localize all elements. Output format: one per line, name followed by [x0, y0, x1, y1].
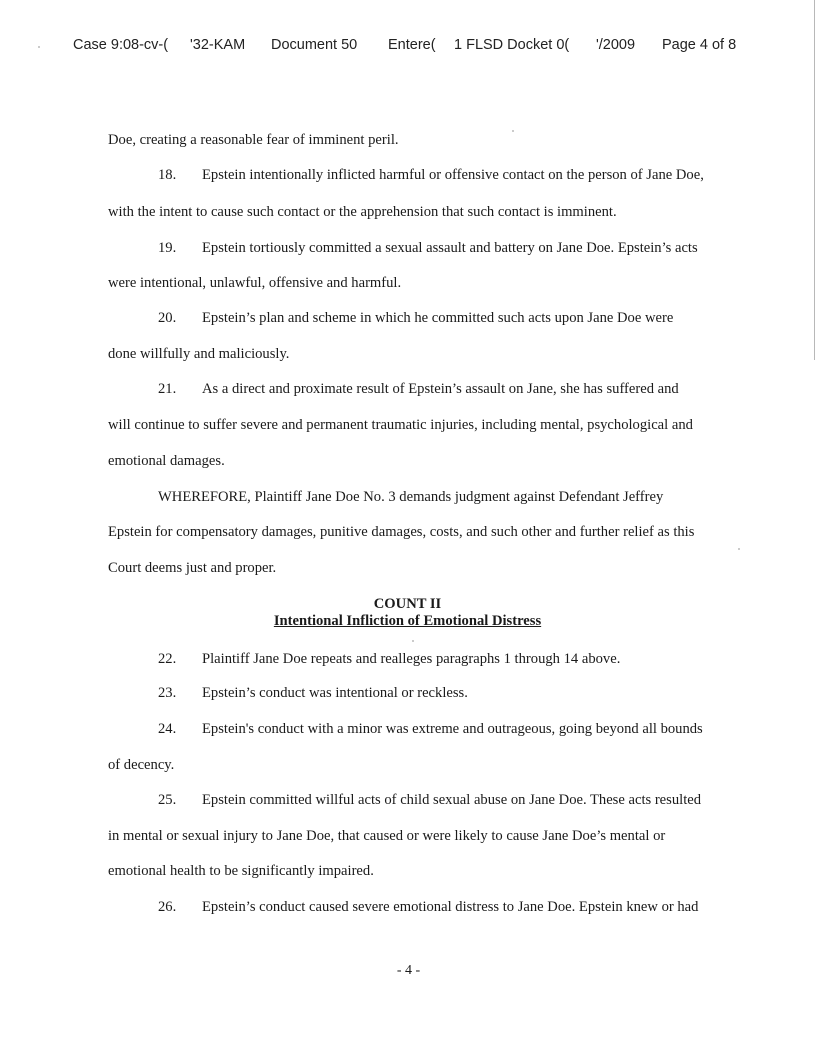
- paragraph-number: 25.: [158, 792, 177, 808]
- paragraph-number: 21.: [158, 381, 177, 397]
- header-document: Document 50: [271, 37, 358, 53]
- text-line: will continue to suffer severe and permanent traumatic injuries, including mental, psychological and: [108, 417, 693, 433]
- paragraph-number: 26.: [158, 899, 177, 915]
- paragraph-number: 20.: [158, 310, 177, 326]
- text-line: Epstein’s conduct was intentional or reckless.: [202, 685, 468, 701]
- page-number: - 4 -: [396, 963, 421, 978]
- count-title: COUNT II: [373, 596, 442, 612]
- paragraph-number: 18.: [158, 167, 177, 183]
- text-line: were intentional, unlawful, offensive and harmful.: [108, 275, 402, 291]
- paragraph-26: [158, 898, 698, 916]
- wherefore-clause: WHEREFORE, Plaintiff Jane Doe No. 3 demands judgment against Defendant Jeffrey: [158, 489, 664, 505]
- header-docket: 1 FLSD Docket 0(: [454, 37, 570, 53]
- paragraph-21: [158, 380, 679, 398]
- text-line: done willfully and maliciously.: [108, 346, 290, 362]
- paragraph-number: 22.: [158, 651, 177, 667]
- text-line: Epstein's conduct with a minor was extreme and outrageous, going beyond all bounds: [202, 721, 703, 737]
- text-line: Epstein for compensatory damages, punitive damages, costs, and such other and further relief as this: [108, 524, 695, 540]
- header-entered: Entere(: [388, 37, 436, 53]
- count-subtitle: [108, 612, 707, 630]
- paragraph-19: [158, 239, 698, 257]
- court-filing-header: [0, 37, 817, 57]
- paragraph-25: [158, 791, 701, 809]
- text-line: Epstein committed willful acts of child sexual abuse on Jane Doe. These acts resulted: [202, 792, 702, 808]
- count-subtitle-text: Intentional Infliction of Emotional Distress: [273, 613, 542, 629]
- text-line: in mental or sexual injury to Jane Doe, that caused or were likely to cause Jane Doe’s mental or: [108, 828, 666, 844]
- paragraph-24: [158, 720, 703, 738]
- text-line: Doe, creating a reasonable fear of imminent peril.: [108, 132, 399, 148]
- text-line: As a direct and proximate result of Epstein’s assault on Jane, she has suffered and: [202, 381, 679, 397]
- paragraph-20: [158, 309, 673, 327]
- text-line: Epstein intentionally inflicted harmful or offensive contact on the person of Jane Doe,: [202, 167, 704, 183]
- text-line: with the intent to cause such contact or the apprehension that such contact is imminent.: [108, 204, 617, 220]
- paragraph-18: [158, 166, 704, 184]
- text-line: emotional health to be significantly impaired.: [108, 863, 374, 879]
- scan-speck: [512, 130, 514, 132]
- paragraph-number: 24.: [158, 721, 177, 737]
- paragraph-number: 19.: [158, 240, 177, 256]
- header-case-number: '32-KAM: [190, 37, 246, 53]
- paragraph-22: [158, 650, 620, 668]
- paragraph-23: [158, 684, 468, 702]
- header-case: Case 9:08-cv-(: [73, 37, 169, 53]
- text-line: Court deems just and proper.: [108, 560, 277, 576]
- header-date: '/2009: [596, 37, 636, 53]
- text-line: of decency.: [108, 757, 175, 773]
- scan-speck: [738, 548, 740, 550]
- scan-speck: [412, 640, 414, 642]
- header-page: Page 4 of 8: [662, 37, 737, 53]
- paragraph-number: 23.: [158, 685, 177, 701]
- text-line: Epstein’s conduct caused severe emotional distress to Jane Doe. Epstein knew or had: [202, 899, 699, 915]
- text-line: Epstein tortiously committed a sexual assault and battery on Jane Doe. Epstein’s acts: [202, 240, 698, 256]
- text-line: emotional damages.: [108, 453, 225, 469]
- text-line: Plaintiff Jane Doe repeats and realleges paragraphs 1 through 14 above.: [202, 651, 621, 667]
- text-line: Epstein’s plan and scheme in which he committed such acts upon Jane Doe were: [202, 310, 674, 326]
